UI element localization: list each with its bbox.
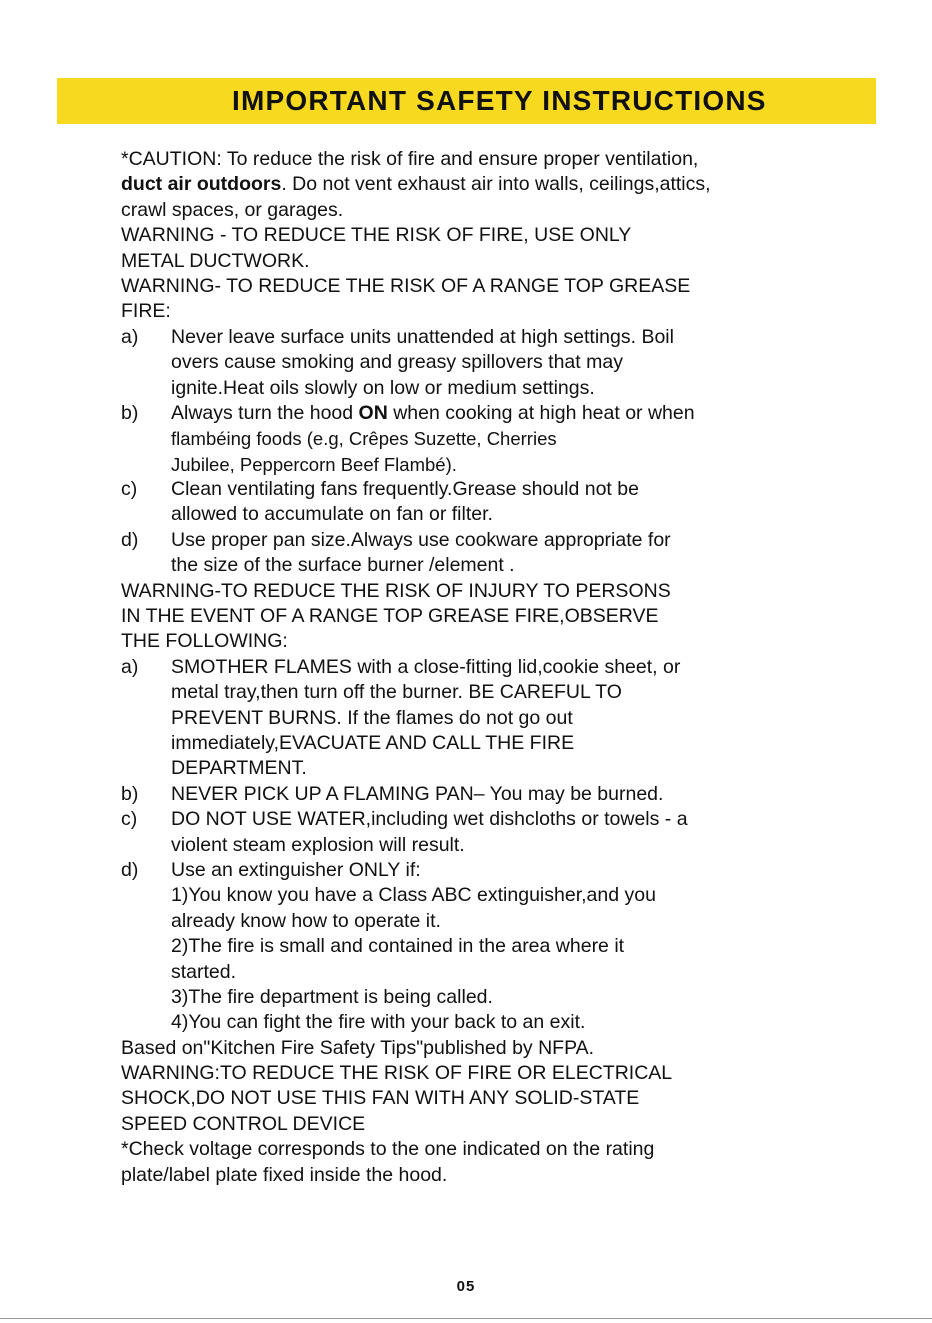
extinguisher-conditions [171, 883, 841, 1035]
list-item [121, 325, 841, 401]
safety-instructions-body [121, 147, 841, 1188]
list-item [121, 528, 841, 579]
list-item-line: SMOTHER FLAMES with a close-fitting lid,cookie sheet, or [171, 655, 681, 678]
warning-line: THE FOLLOWING: [121, 630, 288, 653]
condition-line: 1)You know you have a Class ABC extinguisher,and you [171, 884, 656, 907]
list-item-text: when cooking at high heat or when [387, 401, 695, 424]
page-number: 05 [456, 1278, 476, 1295]
list-item [121, 655, 841, 782]
list-item-line: Clean ventilating fans frequently.Grease should not be [171, 478, 639, 501]
list-item-line: the size of the surface burner /element . [171, 554, 515, 577]
list-item-line: Never leave surface units unattended at high settings. Boil [171, 325, 674, 348]
duct-air-outdoors-emphasis: duct air outdoors [121, 173, 282, 196]
caution-line: *CAUTION: To reduce the risk of fire and ensure proper ventilation, [121, 148, 699, 170]
list-item-line: metal tray,then turn off the burner. BE CAREFUL TO [171, 681, 622, 704]
source-note: Based on"Kitchen Fire Safety Tips"published by NFPA. [121, 1036, 595, 1059]
condition-line: started. [171, 960, 237, 983]
list-item-label: d) [121, 858, 139, 881]
list-item-line: violent steam explosion will result. [171, 833, 465, 856]
warning-line: WARNING- TO REDUCE THE RISK OF A RANGE TOP GREASE [121, 274, 691, 297]
list-item-line: overs cause smoking and greasy spillovers that may [171, 351, 623, 374]
list-item-label: b) [121, 401, 139, 424]
warning-line: WARNING - TO REDUCE THE RISK OF FIRE, USE ONLY [121, 224, 632, 247]
caution-line [121, 172, 841, 197]
list-item-line: DO NOT USE WATER,including wet dishcloths or towels - a [171, 808, 688, 831]
condition-line: 3)The fire department is being called. [171, 985, 493, 1008]
condition-line: already know how to operate it. [171, 909, 441, 932]
title-banner [57, 78, 876, 124]
condition-line: 2)The fire is small and contained in the area where it [171, 935, 625, 958]
caution-paragraph [121, 147, 841, 223]
list-item [121, 477, 841, 528]
list-item-line: NEVER PICK UP A FLAMING PAN– You may be burned. [171, 782, 664, 805]
page-title: IMPORTANT SAFETY INSTRUCTIONS [232, 85, 767, 116]
warning-line: SHOCK,DO NOT USE THIS FAN WITH ANY SOLID-STATE [121, 1087, 640, 1110]
warning-electrical-shock [121, 1061, 841, 1137]
list-item-line [171, 401, 841, 426]
list-item-line: Jubilee, Peppercorn Beef Flambé). [171, 453, 457, 475]
list-item [121, 858, 841, 1036]
warning-line: FIRE: [121, 300, 171, 323]
on-emphasis: ON [358, 401, 388, 424]
list-item-line: DEPARTMENT. [171, 757, 307, 780]
list-item-line: PREVENT BURNS. If the flames do not go out [171, 706, 573, 729]
list-item-line: Use proper pan size.Always use cookware appropriate for [171, 528, 671, 551]
list-item-line: flambéing foods (e.g, Crêpes Suzette, Cherries [171, 428, 557, 450]
warning-metal-ductwork [121, 223, 841, 274]
bottom-divider [0, 1318, 932, 1319]
warning-line: WARNING:TO REDUCE THE RISK OF FIRE OR ELECTRICAL [121, 1062, 673, 1085]
condition-line: 4)You can fight the fire with your back to an exit. [171, 1011, 586, 1034]
warning-grease-fire [121, 274, 841, 579]
list-item-label: c) [121, 808, 138, 831]
list-item [121, 401, 841, 477]
list-item-line: Use an extinguisher ONLY if: [171, 858, 421, 881]
voltage-note [121, 1137, 841, 1188]
list-item-label: a) [121, 655, 139, 678]
warning-line: METAL DUCTWORK. [121, 249, 310, 272]
list-item-line: ignite.Heat oils slowly on low or medium settings. [171, 376, 595, 399]
warning-line: WARNING-TO REDUCE THE RISK OF INJURY TO PERSONS [121, 579, 671, 602]
note-line: *Check voltage corresponds to the one indicated on the rating [121, 1138, 655, 1161]
caution-line: crawl spaces, or garages. [121, 198, 344, 221]
list-item-label: b) [121, 782, 139, 805]
list-item-line: immediately,EVACUATE AND CALL THE FIRE [171, 731, 575, 754]
warning-line: IN THE EVENT OF A RANGE TOP GREASE FIRE,OBSERVE [121, 605, 659, 628]
list-item [121, 782, 841, 807]
list-item-label: c) [121, 478, 138, 501]
list-item [121, 807, 841, 858]
caution-text: . Do not vent exhaust air into walls, ceilings,attics, [281, 173, 711, 196]
list-item-text: Always turn the hood [171, 401, 359, 424]
list-item-label: a) [121, 325, 139, 348]
warning-injury [121, 579, 841, 1036]
list-item-label: d) [121, 528, 139, 551]
warning-line: SPEED CONTROL DEVICE [121, 1112, 366, 1135]
list-item-line: allowed to accumulate on fan or filter. [171, 503, 493, 526]
note-line: plate/label plate fixed inside the hood. [121, 1163, 448, 1186]
